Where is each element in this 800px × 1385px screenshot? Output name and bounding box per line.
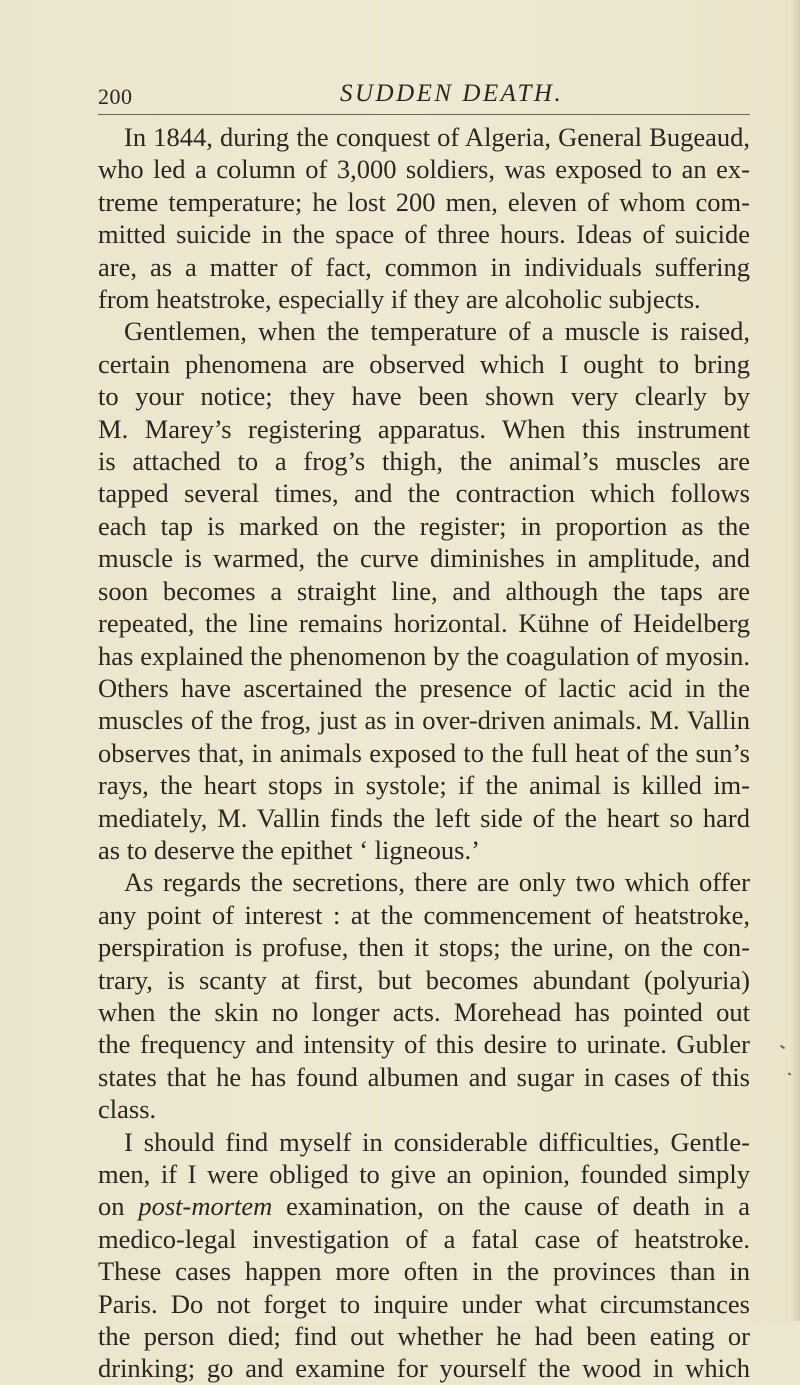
- text-line: from heatstroke, especially if they are alcoholic subjects.: [98, 284, 701, 315]
- text-line: These cases happen more often in the provinces than in: [98, 1256, 750, 1287]
- text-line: muscles of the frog, just as in over-driven animals. M. Vallin: [98, 705, 750, 736]
- text-line: as to deserve the epithet ‘ ligneous.’: [98, 834, 480, 865]
- text-line: men, if I were obliged to give an opinion, founded simply: [98, 1159, 750, 1189]
- text-line: to your notice; they have been shown very clearly by: [98, 381, 750, 412]
- text-line: the person died; find out whether he had been eating or: [98, 1321, 750, 1352]
- text-line: when the skin no longer acts. Morehead has pointed out: [98, 996, 750, 1027]
- text-line: mediately, M. Vallin finds the left side of the heart so hard: [98, 802, 750, 833]
- text-line: certain phenomena are observed which I ought to bring: [98, 348, 750, 379]
- page-number: 200: [98, 84, 133, 109]
- text-line: trary, is scanty at first, but becomes abundant (polyuria): [98, 964, 750, 995]
- stray-mark: [780, 1045, 785, 1050]
- text-line: repeated, the line remains horizontal. Kühne of Heidelberg: [98, 608, 750, 639]
- text-line: states that he has found albumen and sugar in cases of this: [98, 1061, 750, 1092]
- text-line: Gentlemen, when the temperature of a muscle is raised,: [124, 316, 750, 347]
- running-head: [98, 80, 748, 112]
- text-line: drinking; go and examine for yourself the wood in which: [98, 1353, 750, 1384]
- text-line: any point of interest : at the commencement of heatstroke,: [98, 899, 750, 930]
- running-title: SUDDEN DEATH.: [340, 80, 564, 107]
- text-line: each tap is marked on the register; in proportion as the: [98, 510, 750, 541]
- text-line: treme temperature; he lost 200 men, eleven of whom com-: [98, 186, 750, 217]
- text-line: rays, the heart stops in systole; if the animal is killed im-: [98, 770, 750, 801]
- text-line: on post-mortem examination, on the cause of death in a: [98, 1191, 751, 1222]
- text-line: is attached to a frog’s thigh, the animal’s muscles are: [98, 446, 750, 477]
- text-line: Others have ascertained the presence of lactic acid in the: [98, 672, 750, 703]
- text-line: who led a column of 3,000 soldiers, was exposed to an ex-: [98, 154, 750, 185]
- text-line: In 1844, during the conquest of Algeria, General Bugeaud,: [124, 122, 750, 152]
- text-line: has explained the phenomenon by the coagulation of myosin.: [98, 640, 750, 671]
- text-line: the frequency and intensity of this desire to urinate. Gubler: [98, 1029, 750, 1060]
- text-line: class.: [98, 1094, 157, 1125]
- text-line: muscle is warmed, the curve diminishes in amplitude, and: [98, 543, 750, 574]
- text-line: tapped several times, and the contraction which follows: [98, 478, 750, 509]
- text-line: medico-legal investigation of a fatal case of heatstroke.: [98, 1223, 750, 1254]
- text-line: observes that, in animals exposed to the full heat of the sun’s: [98, 737, 750, 768]
- header-rule: [98, 114, 750, 115]
- text-line: Paris. Do not forget to inquire under what circumstances: [98, 1288, 750, 1319]
- text-line: As regards the secretions, there are only two which offer: [124, 867, 750, 898]
- text-line: I should find myself in considerable difficulties, Gentle-: [124, 1126, 750, 1157]
- text-line: are, as a matter of fact, common in individuals suffering: [98, 251, 750, 282]
- text-line: mitted suicide in the space of three hours. Ideas of suicide: [98, 219, 750, 250]
- text-line: soon becomes a straight line, and although the taps are: [98, 575, 750, 606]
- text-line: M. Marey’s registering apparatus. When this instrument: [98, 413, 750, 444]
- text-line: perspiration is profuse, then it stops; the urine, on the con-: [98, 932, 750, 963]
- italic-term: post-mortem: [138, 1191, 273, 1222]
- page-edge-shadow: [790, 0, 800, 1321]
- body-text: [98, 121, 750, 1385]
